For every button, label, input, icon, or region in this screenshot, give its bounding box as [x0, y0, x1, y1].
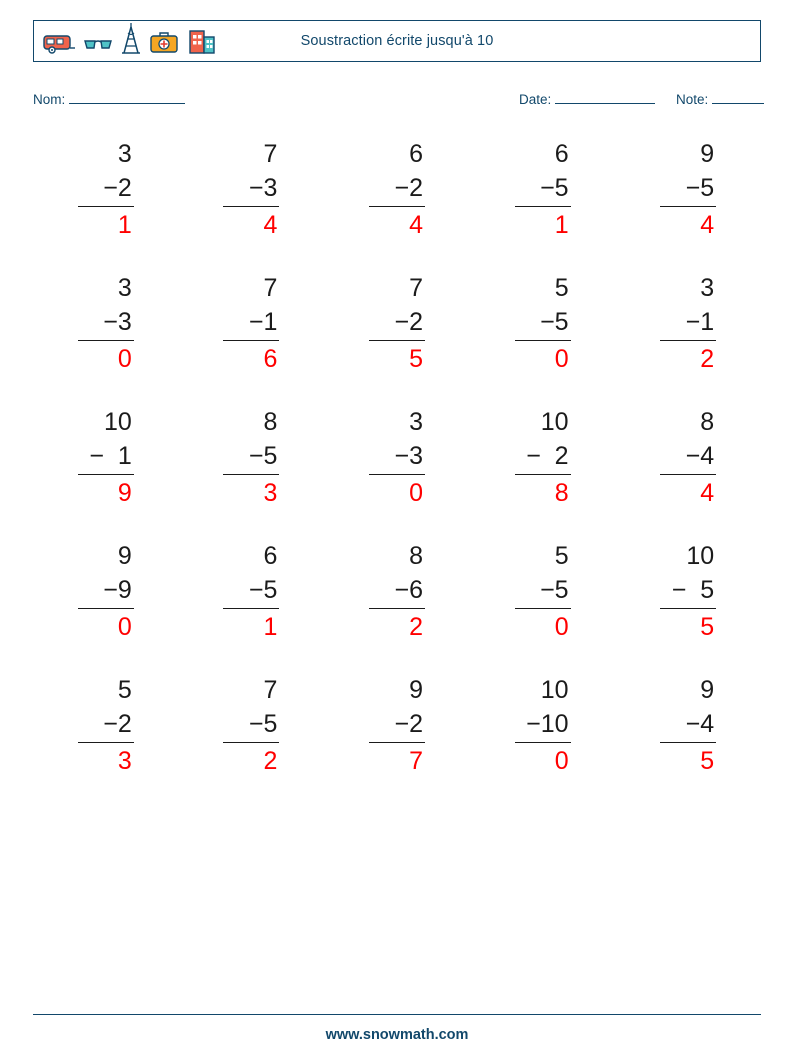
problem-cell: [615, 405, 761, 510]
answer-value[interactable]: 3: [117, 747, 132, 775]
minuend: 10: [540, 676, 569, 704]
minuend: 9: [117, 542, 132, 570]
subtrahend: −2: [369, 305, 425, 341]
name-field-group: [33, 92, 185, 107]
minuend: 5: [117, 676, 132, 704]
subtraction-problem: [223, 137, 279, 242]
footer-divider: [33, 1014, 761, 1015]
problem-cell: [179, 405, 325, 510]
minuend: 7: [263, 676, 278, 704]
problem-cell: [179, 673, 325, 778]
subtrahend: −3: [78, 305, 134, 341]
subtrahend: −1: [660, 305, 716, 341]
subtraction-problem: [660, 405, 716, 510]
subtraction-problem: [369, 271, 425, 376]
problem-cell: [324, 539, 470, 644]
subtrahend: −5: [223, 439, 279, 475]
subtraction-problem: [223, 271, 279, 376]
note-label: Note:: [676, 92, 709, 107]
subtraction-problem: [78, 271, 134, 376]
subtraction-problem: [515, 405, 571, 510]
problem-cell: [324, 137, 470, 242]
subtraction-problem: [78, 539, 134, 644]
problem-cell: [33, 673, 179, 778]
date-label: Date:: [519, 92, 552, 107]
problem-cell: [470, 271, 616, 376]
subtrahend: − 5: [660, 573, 716, 609]
answer-value[interactable]: 1: [554, 211, 569, 239]
subtraction-problem: [515, 539, 571, 644]
subtraction-problem: [223, 405, 279, 510]
name-label: Nom:: [33, 92, 66, 107]
problem-cell: [615, 271, 761, 376]
problem-cell: [470, 673, 616, 778]
answer-value[interactable]: 2: [700, 345, 715, 373]
problem-cell: [470, 405, 616, 510]
minuend: 9: [700, 140, 715, 168]
problem-cell: [615, 137, 761, 242]
minuend: 7: [263, 274, 278, 302]
answer-value[interactable]: 4: [409, 211, 423, 239]
problem-cell: [179, 137, 325, 242]
subtrahend: −4: [660, 439, 716, 475]
subtrahend: −4: [660, 707, 716, 743]
subtraction-problem: [78, 137, 134, 242]
subtrahend: −6: [369, 573, 425, 609]
minuend: 7: [409, 274, 423, 302]
answer-value[interactable]: 4: [263, 211, 278, 239]
problem-cell: [324, 673, 470, 778]
subtrahend: −9: [78, 573, 134, 609]
minuend: 8: [700, 408, 715, 436]
problem-cell: [33, 137, 179, 242]
subtraction-problem: [515, 271, 571, 376]
minuend: 3: [700, 274, 715, 302]
subtraction-problem: [369, 539, 425, 644]
problem-cell: [179, 271, 325, 376]
answer-value[interactable]: 0: [554, 613, 569, 641]
minuend: 9: [409, 676, 423, 704]
footer-website: www.snowmath.com: [325, 1027, 469, 1043]
subtraction-problem: [660, 137, 716, 242]
answer-value[interactable]: 0: [554, 345, 569, 373]
answer-value[interactable]: 0: [117, 613, 132, 641]
answer-value[interactable]: 0: [554, 747, 569, 775]
minuend: 3: [409, 408, 423, 436]
subtraction-problem: [660, 271, 716, 376]
subtrahend: − 2: [515, 439, 571, 475]
problem-cell: [615, 673, 761, 778]
minuend: 5: [554, 542, 569, 570]
subtraction-problem: [369, 673, 425, 778]
minuend: 6: [263, 542, 278, 570]
subtrahend: −5: [515, 573, 571, 609]
subtrahend: −5: [223, 707, 279, 743]
subtraction-problem: [660, 673, 716, 778]
worksheet-title: Soustraction écrite jusqu'à 10: [300, 33, 494, 49]
answer-value[interactable]: 5: [700, 613, 715, 641]
subtraction-problem: [660, 539, 716, 644]
answer-value[interactable]: 6: [263, 345, 278, 373]
answer-value[interactable]: 7: [409, 747, 423, 775]
subtrahend: − 1: [78, 439, 134, 475]
subtrahend: −3: [369, 439, 425, 475]
subtraction-problem: [223, 539, 279, 644]
minuend: 8: [263, 408, 278, 436]
answer-value[interactable]: 0: [409, 479, 423, 507]
subtrahend: −2: [369, 171, 425, 207]
minuend: 6: [409, 140, 423, 168]
answer-value[interactable]: 2: [409, 613, 423, 641]
problem-cell: [33, 405, 179, 510]
date-field-group: [519, 92, 655, 107]
problems-grid: [33, 137, 761, 778]
subtrahend: −5: [660, 171, 716, 207]
subtrahend: −3: [223, 171, 279, 207]
subtrahend: −2: [78, 707, 134, 743]
answer-value[interactable]: 8: [554, 479, 569, 507]
note-field-group: [676, 92, 764, 107]
meta-row: [0, 92, 794, 114]
note-input-line[interactable]: [712, 103, 764, 104]
minuend: 10: [103, 408, 132, 436]
answer-value[interactable]: 1: [117, 211, 132, 239]
problem-cell: [324, 271, 470, 376]
subtraction-problem: [223, 673, 279, 778]
subtrahend: −5: [515, 171, 571, 207]
problem-cell: [179, 539, 325, 644]
minuend: 6: [554, 140, 569, 168]
subtraction-problem: [78, 673, 134, 778]
subtraction-problem: [515, 137, 571, 242]
subtraction-problem: [369, 405, 425, 510]
subtrahend: −5: [515, 305, 571, 341]
minuend: 3: [117, 274, 132, 302]
answer-value[interactable]: 3: [263, 479, 278, 507]
problem-cell: [33, 539, 179, 644]
subtraction-problem: [78, 405, 134, 510]
subtrahend: −2: [369, 707, 425, 743]
problem-cell: [324, 405, 470, 510]
problem-cell: [470, 137, 616, 242]
minuend: 8: [409, 542, 423, 570]
problem-cell: [33, 271, 179, 376]
answer-value[interactable]: 5: [700, 747, 715, 775]
name-input-line[interactable]: [69, 103, 185, 104]
minuend: 7: [263, 140, 278, 168]
problem-cell: [615, 539, 761, 644]
answer-value[interactable]: 4: [700, 211, 715, 239]
minuend: 10: [540, 408, 569, 436]
header-box: [33, 20, 761, 62]
minuend: 3: [117, 140, 132, 168]
subtrahend: −5: [223, 573, 279, 609]
subtraction-problem: [515, 673, 571, 778]
minuend: 10: [686, 542, 715, 570]
problem-cell: [470, 539, 616, 644]
answer-value[interactable]: 5: [409, 345, 423, 373]
answer-value[interactable]: 1: [263, 613, 278, 641]
subtrahend: −10: [515, 707, 571, 743]
answer-value[interactable]: 0: [117, 345, 132, 373]
answer-value[interactable]: 9: [117, 479, 132, 507]
subtrahend: −2: [78, 171, 134, 207]
minuend: 5: [554, 274, 569, 302]
answer-value[interactable]: 2: [263, 747, 278, 775]
subtrahend: −1: [223, 305, 279, 341]
date-input-line[interactable]: [555, 103, 655, 104]
answer-value[interactable]: 4: [700, 479, 715, 507]
minuend: 9: [700, 676, 715, 704]
subtraction-problem: [369, 137, 425, 242]
